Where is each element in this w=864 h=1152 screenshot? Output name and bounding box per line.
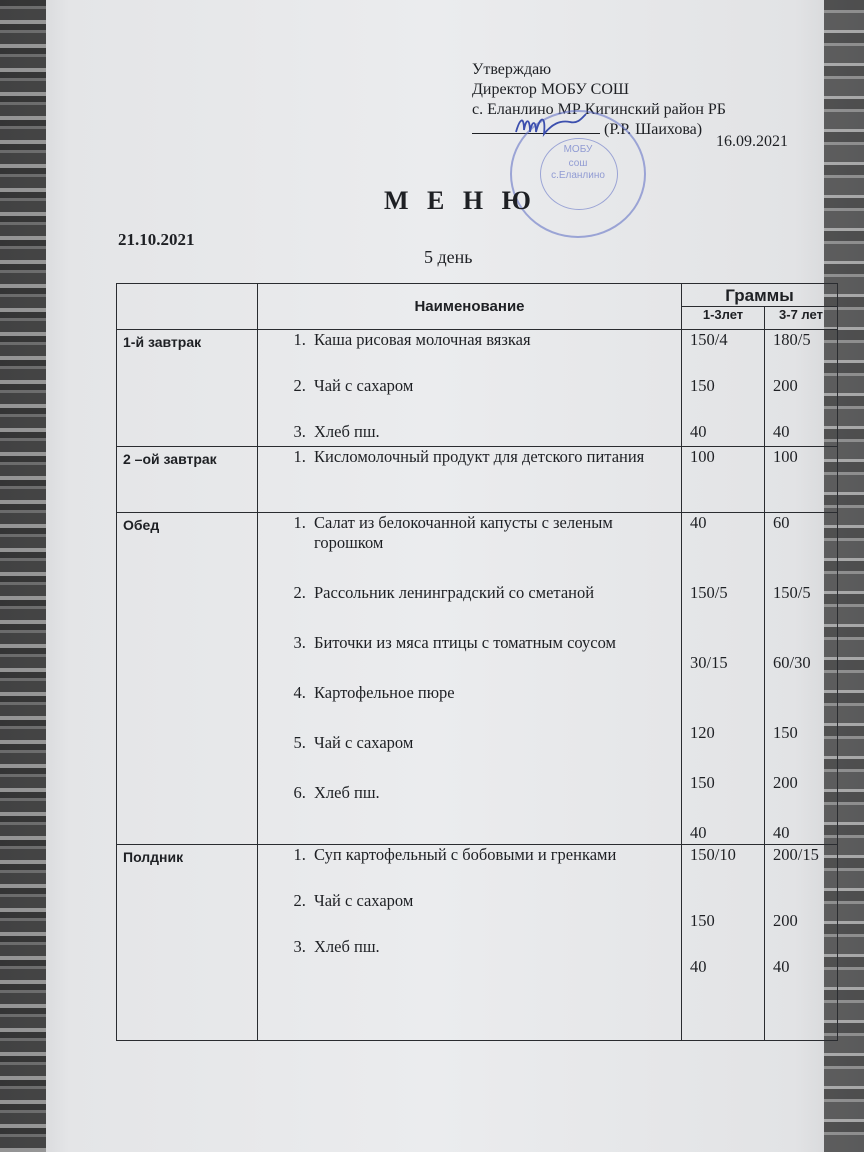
grams-value: 100: [773, 447, 798, 466]
table-row: [117, 447, 838, 513]
menu-title: М Е Н Ю: [384, 186, 537, 215]
list-item: 3. Биточки из мяса птицы с томатным соусом: [310, 633, 675, 653]
grams-value: 200: [773, 376, 798, 395]
header-age-2: 3-7 лет: [765, 307, 838, 330]
table-row: [117, 330, 838, 447]
list-item: 1. Кисломолочный продукт для детского питания: [310, 447, 675, 467]
scan-edge-left: [0, 0, 46, 1152]
stamp-line-3: с.Еланлино: [551, 170, 605, 181]
grams-value: 150/5: [690, 583, 728, 602]
meal-items: [258, 330, 682, 447]
meal-name: 1-й завтрак: [117, 330, 258, 447]
header-row: [117, 284, 838, 307]
grams-value: 150: [773, 723, 798, 742]
table-row: [117, 845, 838, 1041]
list-item: 5. Чай с сахаром: [310, 733, 675, 753]
grams-value: 150: [690, 911, 715, 930]
grams-value: 40: [773, 422, 790, 441]
meal-name: 2 –ой завтрак: [117, 447, 258, 513]
approval-line-1: Утверждаю: [472, 61, 552, 78]
menu-date: 21.10.2021: [118, 230, 195, 249]
grams-3-7: [765, 513, 838, 845]
approval-signatory: (Р.Р. Шаихова): [604, 121, 703, 138]
grams-value: 40: [690, 422, 707, 441]
grams-value: 150/5: [773, 583, 811, 602]
grams-value: 120: [690, 723, 715, 742]
approval-date: 16.09.2021: [716, 133, 788, 150]
grams-1-3: [682, 845, 765, 1041]
grams-value: 150: [690, 376, 715, 395]
approval-line-2: Директор МОБУ СОШ: [472, 81, 630, 98]
list-item: 3. Хлеб пш.: [310, 937, 675, 957]
grams-value: 100: [690, 447, 715, 466]
grams-value: 60/30: [773, 653, 811, 672]
grams-value: 40: [773, 957, 790, 976]
menu-table: [116, 283, 838, 1041]
list-item: 4. Картофельное пюре: [310, 683, 675, 703]
grams-value: 150/4: [690, 330, 728, 349]
list-item: 2. Чай с сахаром: [310, 376, 675, 396]
header-age-1: 1-3лет: [682, 307, 765, 330]
meal-items: [258, 845, 682, 1041]
meal-name: Полдник: [117, 845, 258, 1041]
grams-value: 40: [773, 823, 790, 842]
stamp-line-1: МОБУ: [563, 144, 593, 155]
grams-value: 40: [690, 957, 707, 976]
grams-1-3: [682, 330, 765, 447]
list-item: 3. Хлеб пш.: [310, 422, 675, 442]
grams-1-3: [682, 447, 765, 513]
meal-items: [258, 447, 682, 513]
list-item: 2. Чай с сахаром: [310, 891, 675, 911]
grams-value: 40: [690, 823, 707, 842]
header-meal-empty: [117, 284, 258, 330]
header-name: Наименование: [258, 284, 682, 330]
meal-name: Обед: [117, 513, 258, 845]
grams-value: 30/15: [690, 653, 728, 672]
grams-value: 200: [773, 773, 798, 792]
grams-value: 60: [773, 513, 790, 532]
grams-value: 150/10: [690, 845, 736, 864]
header-grams: Граммы: [682, 284, 838, 307]
meal-items: [258, 513, 682, 845]
list-item: 1. Каша рисовая молочная вязкая: [310, 330, 675, 350]
list-item: 2. Рассольник ленинградский со сметаной: [310, 583, 675, 603]
grams-value: 200: [773, 911, 798, 930]
list-item: 6. Хлеб пш.: [310, 783, 675, 803]
grams-3-7: [765, 447, 838, 513]
approval-line-3: с. Еланлино МР Кигинский район РБ: [472, 101, 726, 118]
handwritten-signature: [512, 110, 592, 144]
table-row: [117, 513, 838, 845]
menu-day: 5 день: [424, 247, 473, 267]
grams-value: 150: [690, 773, 715, 792]
grams-value: 40: [690, 513, 707, 532]
stamp-line-2: сош: [568, 158, 588, 169]
grams-value: 200/15: [773, 845, 819, 864]
list-item: 1. Салат из белокочанной капусты с зеленым горошком: [310, 513, 675, 553]
grams-1-3: [682, 513, 765, 845]
grams-3-7: [765, 845, 838, 1041]
list-item: 1. Суп картофельный с бобовыми и гренками: [310, 845, 675, 865]
grams-3-7: [765, 330, 838, 447]
grams-value: 180/5: [773, 330, 811, 349]
